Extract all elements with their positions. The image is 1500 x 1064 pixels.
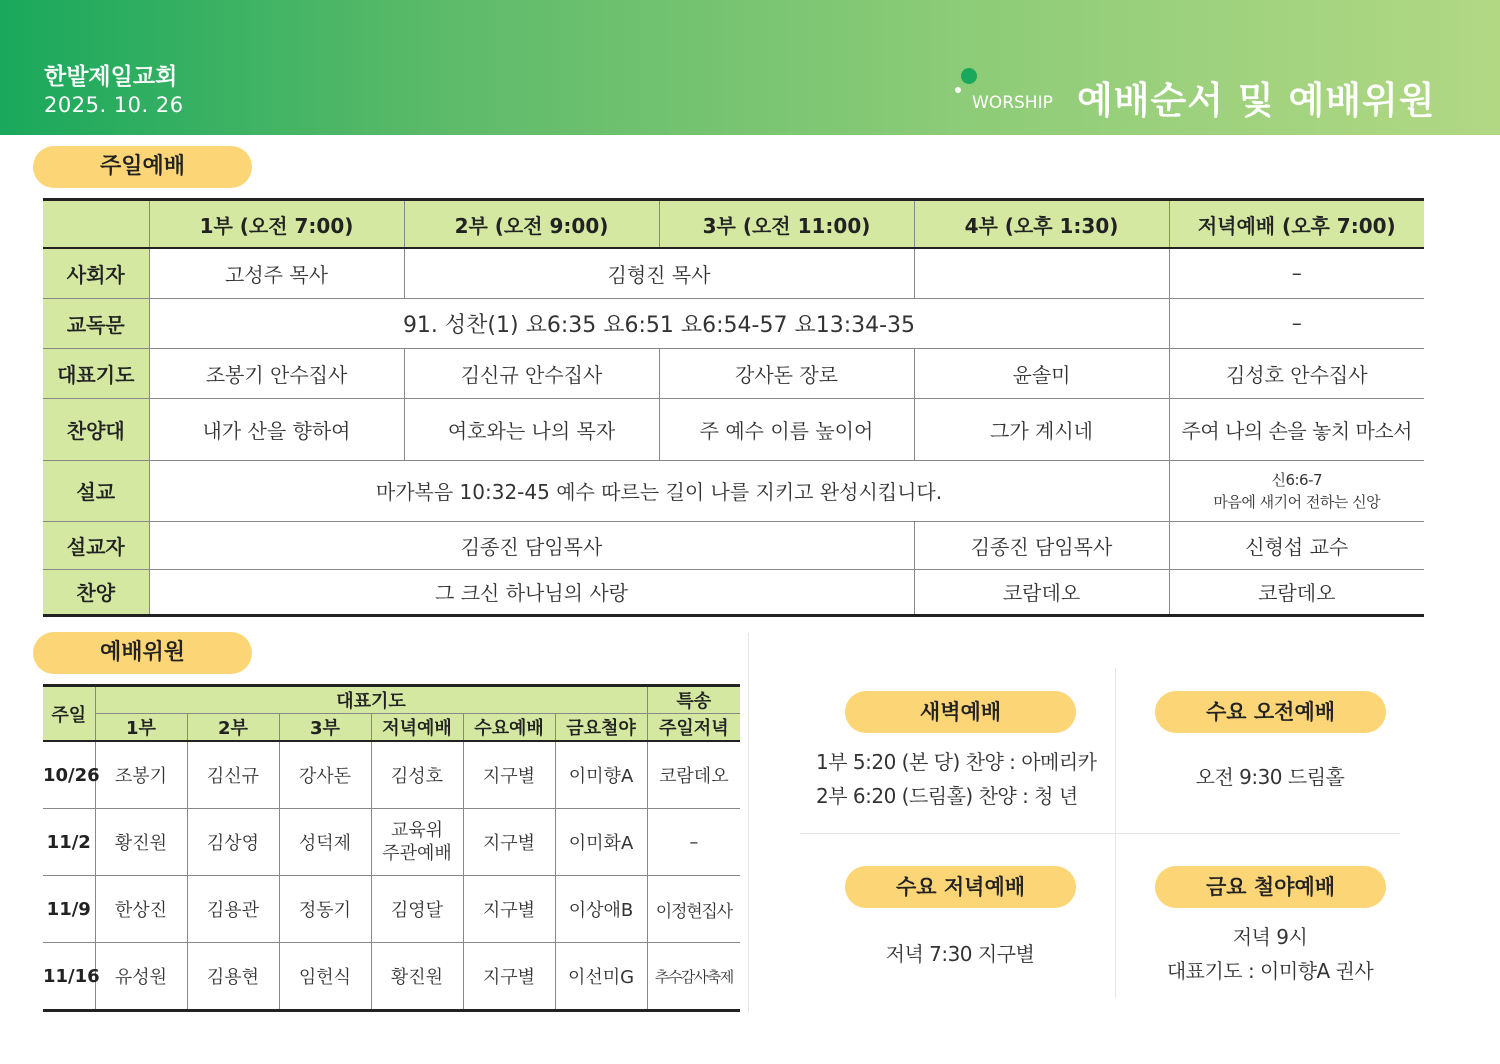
table-cell: 코람데오 [914,569,1169,615]
table-cell: – [647,809,740,876]
special-song-group-header: 특송 [647,686,740,714]
column-header: 수요예배 [463,714,555,742]
row-label: 찬양대 [43,398,149,460]
column-header: 1부 (오전 7:00) [149,200,404,249]
page-title: 예배순서 및 예배위원 [1077,79,1436,122]
table-cell: 임헌식 [279,943,371,1011]
table-row [43,876,740,943]
table-cell: 추수감사축제 [647,943,740,1011]
table-cell: 이선미G [555,943,647,1011]
decor-dot-icon [961,68,977,84]
fri-night-service-info [1120,920,1420,988]
table-row [43,460,1424,521]
table-cell: 강사돈 장로 [659,348,914,398]
fri-night-service-line: 저녁 9시 [1232,925,1308,949]
dawn-service-label: 새벽예배 [845,691,1076,733]
row-label: 사회자 [43,248,149,298]
worship-english-label: WORSHIP [972,93,1053,113]
prayer-group-header: 대표기도 [95,686,647,714]
table-cell: 지구별 [463,809,555,876]
column-header: 1부 [95,714,187,742]
row-date: 11/2 [43,809,95,876]
row-date: 10/26 [43,741,95,809]
table-row [43,569,1424,615]
table-row [43,398,1424,460]
table-row [43,943,740,1011]
table-cell: 조봉기 안수집사 [149,348,404,398]
wed-evening-service-label: 수요 저녁예배 [845,866,1076,908]
sermon-title: 마음에 새기어 전하는 신앙 [1213,492,1381,511]
table-row [43,521,1424,569]
table-cell: 신형섭 교수 [1169,521,1424,569]
table-cell: 강사돈 [279,741,371,809]
worship-officers-label: 예배위원 [33,632,252,674]
table-header-row [43,686,740,714]
table-cell: 그 크신 하나님의 사랑 [149,569,914,615]
fri-night-service-line: 대표기도 : 이미향A 권사 [1166,959,1374,983]
cell-line: 교육위 [390,820,444,841]
column-header: 4부 (오후 1:30) [914,200,1169,249]
bulletin-date: 2025. 10. 26 [44,93,184,117]
table-cell [1169,460,1424,521]
table-header-row [43,200,1424,249]
table-cell [371,809,463,876]
table-row [43,809,740,876]
table-cell [914,248,1169,298]
table-cell: 황진원 [371,943,463,1011]
table-row [43,298,1424,348]
table-cell: 유성원 [95,943,187,1011]
table-cell: 김용관 [187,876,279,943]
sermon-scripture: 신6:6-7 [1271,470,1323,489]
wed-morning-service-info [1120,760,1420,794]
column-header: 주일저녁 [647,714,740,742]
wed-evening-service-line: 저녁 7:30 지구별 [885,942,1035,966]
table-cell: 정동기 [279,876,371,943]
table-cell: 주여 나의 손을 놓치 마소서 [1169,398,1424,460]
date-column-header: 주일 [43,686,95,742]
wed-morning-service-label: 수요 오전예배 [1155,691,1386,733]
section-divider [800,833,1400,834]
fri-night-service-label: 금요 철야예배 [1155,866,1386,908]
table-cell: – [1169,298,1424,348]
table-cell: 코람데오 [1169,569,1424,615]
cell-line: 주관예배 [382,843,452,864]
wed-morning-service-line: 오전 9:30 드림홀 [1195,765,1345,789]
table-cell: 성덕제 [279,809,371,876]
wed-evening-service-info [810,937,1110,971]
table-cell: 이미화A [555,809,647,876]
column-header: 저녁예배 [371,714,463,742]
table-cell: 김신규 안수집사 [404,348,659,398]
table-cell: 김용현 [187,943,279,1011]
row-date: 11/16 [43,943,95,1011]
section-divider [748,633,749,1013]
table-cell: 한상진 [95,876,187,943]
table-cell: 김신규 [187,741,279,809]
table-cell: 이정현집사 [647,876,740,943]
table-row [43,741,740,809]
column-header: 3부 (오전 11:00) [659,200,914,249]
table-cell: 91. 성찬(1) 요6:35 요6:51 요6:54-57 요13:34-35 [149,298,1169,348]
decor-small-dot-icon [955,87,961,93]
column-header: 2부 (오전 9:00) [404,200,659,249]
table-cell: 김형진 목사 [404,248,914,298]
column-header: 2부 [187,714,279,742]
table-cell: 조봉기 [95,741,187,809]
table-cell: 김성호 [371,741,463,809]
column-header: 저녁예배 (오후 7:00) [1169,200,1424,249]
sunday-service-table [43,198,1424,617]
table-cell: 김상영 [187,809,279,876]
table-cell: 김종진 담임목사 [914,521,1169,569]
table-cell: 김성호 안수집사 [1169,348,1424,398]
table-cell: 이상애B [555,876,647,943]
table-cell: 지구별 [463,943,555,1011]
table-row [43,348,1424,398]
row-label: 대표기도 [43,348,149,398]
table-cell: 내가 산을 향하여 [149,398,404,460]
table-cell: 마가복음 10:32-45 예수 따르는 길이 나를 지키고 완성시킵니다. [149,460,1169,521]
row-date: 11/9 [43,876,95,943]
table-cell: – [1169,248,1424,298]
row-label: 설교자 [43,521,149,569]
table-cell: 윤솔미 [914,348,1169,398]
header-banner [0,0,1500,135]
column-header: 3부 [279,714,371,742]
table-cell: 고성주 목사 [149,248,404,298]
table-cell: 김종진 담임목사 [149,521,914,569]
table-row [43,248,1424,298]
table-cell: 이미향A [555,741,647,809]
church-name: 한밭제일교회 [44,64,178,90]
table-cell: 주 예수 이름 높이어 [659,398,914,460]
dawn-service-line: 2부 6:20 (드림홀) 찬양 : 청 년 [816,784,1078,808]
column-header: 금요철야 [555,714,647,742]
table-cell: 지구별 [463,876,555,943]
table-cell: 그가 계시네 [914,398,1169,460]
table-cell: 김영달 [371,876,463,943]
worship-officers-table [43,684,740,1012]
dawn-service-info [790,745,1156,813]
header-corner-cell [43,200,149,249]
row-label: 설교 [43,460,149,521]
sunday-service-label: 주일예배 [33,146,252,188]
dawn-service-line: 1부 5:20 (본 당) 찬양 : 아메리카 [816,750,1097,774]
table-cell: 코람데오 [647,741,740,809]
row-label: 찬양 [43,569,149,615]
row-label: 교독문 [43,298,149,348]
table-subheader-row [43,714,740,742]
table-cell: 지구별 [463,741,555,809]
table-cell: 황진원 [95,809,187,876]
table-cell: 여호와는 나의 목자 [404,398,659,460]
